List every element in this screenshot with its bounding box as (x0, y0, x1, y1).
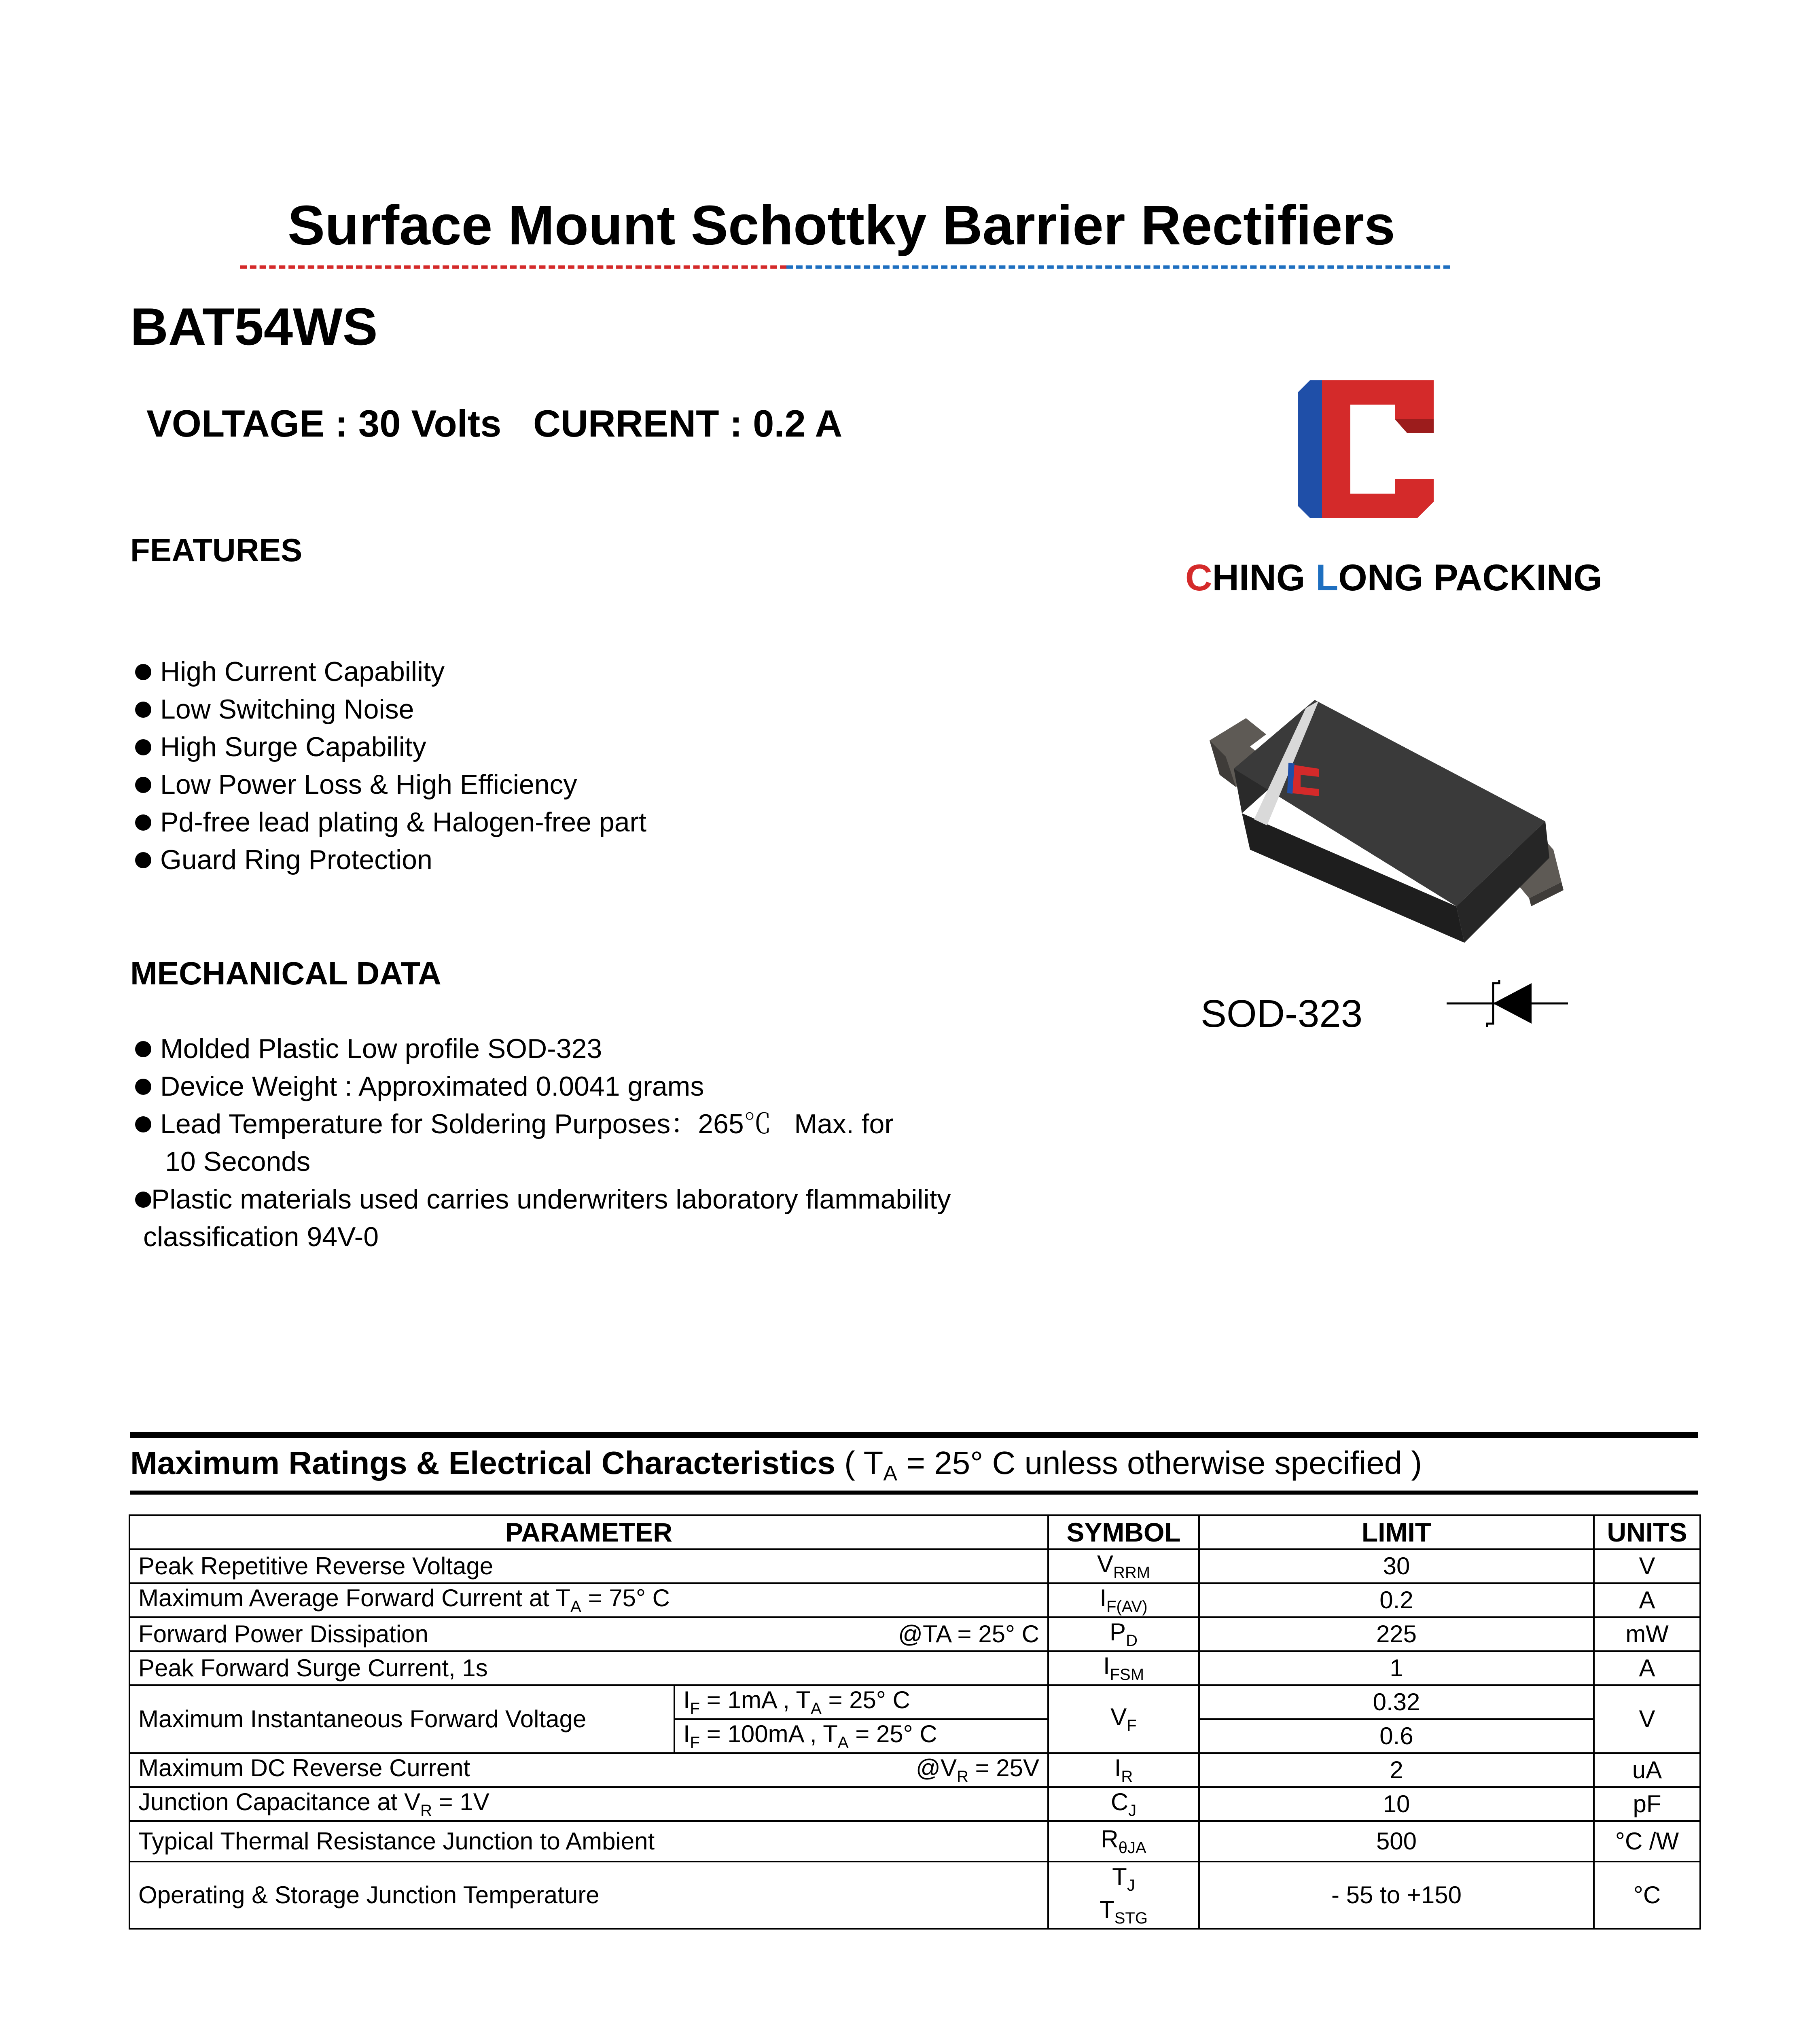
mechanical-heading: MECHANICAL DATA (130, 955, 441, 991)
unit-cell: °C /W (1594, 1821, 1700, 1862)
param-cell: Peak Forward Surge Current, 1s (129, 1651, 1048, 1685)
brand-initial-l: L (1316, 557, 1339, 598)
table-row (129, 1583, 1700, 1617)
col-header-units: UNITS (1594, 1515, 1700, 1549)
part-number: BAT54WS (130, 297, 378, 356)
limit-cell: 10 (1199, 1787, 1594, 1821)
unit-cell: mW (1594, 1617, 1700, 1651)
symbol-cell (1048, 1862, 1199, 1929)
cond-subscript: F (690, 1733, 700, 1752)
unit-cell: uA (1594, 1753, 1700, 1787)
symbol-text: I (1103, 1652, 1110, 1679)
diode-symbol (1447, 979, 1568, 1028)
col-header-symbol: SYMBOL (1048, 1515, 1199, 1549)
list-item (130, 1105, 1061, 1181)
cond-text: = 25° C (848, 1720, 937, 1747)
symbol-subscript: RRM (1113, 1563, 1150, 1582)
cond-subscript: F (690, 1699, 700, 1718)
param-condition: @TA = 25° C (898, 1620, 1039, 1648)
limit-cell: 30 (1199, 1549, 1594, 1583)
symbol-text: T (1100, 1896, 1114, 1923)
limit-cell: 500 (1199, 1821, 1594, 1862)
param-cell (129, 1617, 1048, 1651)
list-item: Pd-free lead plating & Halogen-free part (130, 804, 858, 841)
ratings-heading (130, 1432, 1698, 1495)
current-label: CURRENT : 0.2 A (533, 402, 843, 445)
param-text: Maximum Average Forward Current at T (138, 1584, 571, 1612)
features-heading: FEATURES (130, 532, 303, 568)
param-cell: Operating & Storage Junction Temperature (129, 1862, 1048, 1929)
param-text: Junction Capacitance at V (138, 1788, 421, 1815)
brand-logo (1298, 380, 1434, 518)
symbol-cell (1048, 1583, 1199, 1617)
symbol-text: R (1101, 1825, 1119, 1853)
cond-subscript: A (837, 1733, 849, 1752)
table-row (129, 1862, 1700, 1929)
symbol-line (1057, 1895, 1190, 1928)
symbol-subscript: STG (1114, 1909, 1148, 1927)
table-row (129, 1787, 1700, 1821)
symbol-subscript: D (1126, 1631, 1138, 1650)
symbol-subscript: FSM (1110, 1665, 1144, 1684)
ratings-condition-post: = 25° C unless otherwise specified ) (897, 1445, 1422, 1481)
brand-name-part2: ONG PACKING (1338, 557, 1602, 598)
symbol-cell (1048, 1651, 1199, 1685)
param-cell (129, 1583, 1048, 1617)
list-item-line: classification 94V-0 (143, 1221, 379, 1252)
brand-name (1185, 559, 1602, 596)
unit-cell: °C (1594, 1862, 1700, 1929)
ratings-condition-sub: A (883, 1462, 898, 1485)
symbol-subscript: F (1127, 1716, 1137, 1735)
list-item-line: Plastic materials used carries underwriters laboratory flammability (151, 1184, 951, 1215)
cond-text: I (683, 1686, 690, 1713)
mechanical-list (130, 1030, 1061, 1256)
param-cell (129, 1787, 1048, 1821)
symbol-cell (1048, 1787, 1199, 1821)
symbol-text: V (1097, 1550, 1113, 1578)
list-item-line: Lead Temperature for Soldering Purposes：265℃ Max. for (160, 1109, 894, 1139)
package-image (1197, 647, 1570, 955)
limit-cell: 1 (1199, 1651, 1594, 1685)
title-underline-red (240, 265, 786, 269)
limit-cell: 0.6 (1199, 1719, 1594, 1753)
symbol-text: V (1110, 1703, 1127, 1730)
param-text: = 1V (432, 1788, 489, 1815)
symbol-cell (1048, 1753, 1199, 1787)
cond-text: = 25° C (821, 1686, 910, 1713)
title-underline-blue (786, 265, 1450, 269)
list-item: High Current Capability (130, 653, 858, 691)
cond-text: = 1mA , T (700, 1686, 811, 1713)
symbol-subscript: J (1128, 1801, 1137, 1819)
ratings-condition-pre: ( T (835, 1445, 884, 1481)
list-item: Guard Ring Protection (130, 841, 858, 879)
symbol-text: P (1110, 1618, 1126, 1646)
param-text: Maximum DC Reverse Current (138, 1754, 470, 1781)
symbol-cell (1048, 1549, 1199, 1583)
list-item: Molded Plastic Low profile SOD-323 (130, 1030, 1061, 1068)
symbol-text: T (1112, 1863, 1127, 1890)
table-header-row (129, 1515, 1700, 1549)
param-text: = 75° C (581, 1584, 670, 1612)
table-row (129, 1617, 1700, 1651)
cond-text: @V (916, 1754, 957, 1781)
param-condition (916, 1756, 1039, 1785)
brand-initial-c: C (1185, 557, 1212, 598)
limit-cell: 225 (1199, 1617, 1594, 1651)
param-subscript: R (420, 1801, 432, 1819)
list-item: Low Switching Noise (130, 691, 858, 728)
cond-text: = 100mA , T (700, 1720, 838, 1747)
table-row (129, 1753, 1700, 1787)
symbol-cell (1048, 1685, 1199, 1753)
list-item: Device Weight : Approximated 0.0041 grams (130, 1068, 1061, 1105)
ratings-title: Maximum Ratings & Electrical Characteristics (130, 1445, 835, 1481)
voltage-label: VOLTAGE : 30 Volts (146, 402, 502, 445)
symbol-subscript: θJA (1118, 1839, 1146, 1857)
ratings-table (129, 1514, 1701, 1930)
param-cell (129, 1753, 1048, 1787)
param-cell: Peak Repetitive Reverse Voltage (129, 1549, 1048, 1583)
unit-cell: A (1594, 1583, 1700, 1617)
symbol-cell (1048, 1617, 1199, 1651)
brand-logo-icon (1298, 380, 1434, 518)
ratings-heading-text (130, 1447, 1422, 1484)
brand-name-part1: HING (1212, 557, 1316, 598)
list-item-line: 10 Seconds (165, 1146, 311, 1177)
symbol-line (1057, 1862, 1190, 1895)
param-subscript: A (570, 1597, 581, 1616)
unit-cell: pF (1594, 1787, 1700, 1821)
cond-text: = 25V (968, 1754, 1039, 1781)
unit-cell: V (1594, 1549, 1700, 1583)
list-item: High Surge Capability (130, 728, 858, 766)
condition-cell (674, 1685, 1048, 1719)
symbol-text: C (1110, 1788, 1129, 1815)
limit-cell: 0.32 (1199, 1685, 1594, 1719)
col-header-parameter: PARAMETER (129, 1515, 1048, 1549)
limit-cell: - 55 to +150 (1199, 1862, 1594, 1929)
symbol-text: I (1114, 1754, 1121, 1781)
symbol-subscript: J (1127, 1877, 1135, 1894)
limit-cell: 2 (1199, 1753, 1594, 1787)
list-item: Low Power Loss & High Efficiency (130, 766, 858, 804)
symbol-subscript: F(AV) (1106, 1597, 1148, 1616)
unit-cell: V (1594, 1685, 1700, 1753)
document-title: Surface Mount Schottky Barrier Rectifiers (288, 194, 1395, 257)
ratings-condition (835, 1445, 1422, 1485)
cond-text: I (683, 1720, 690, 1747)
package-name: SOD-323 (1201, 992, 1363, 1035)
unit-cell: A (1594, 1651, 1700, 1685)
condition-cell (674, 1719, 1048, 1753)
features-list (130, 653, 858, 879)
sod323-package-icon (1197, 647, 1570, 955)
table-row (129, 1685, 1700, 1719)
table-row (129, 1549, 1700, 1583)
limit-cell: 0.2 (1199, 1583, 1594, 1617)
cond-subscript: R (956, 1767, 968, 1785)
schottky-diode-icon (1447, 979, 1568, 1028)
param-cell: Maximum Instantaneous Forward Voltage (129, 1685, 674, 1753)
param-text: Forward Power Dissipation (138, 1620, 428, 1648)
cond-subscript: A (811, 1699, 822, 1718)
param-cell: Typical Thermal Resistance Junction to Ambient (129, 1821, 1048, 1862)
symbol-cell (1048, 1821, 1199, 1862)
symbol-subscript: R (1121, 1767, 1133, 1785)
symbol-text: I (1100, 1584, 1107, 1612)
col-header-limit: LIMIT (1199, 1515, 1594, 1549)
list-item (130, 1181, 1061, 1256)
table-row (129, 1651, 1700, 1685)
table-row (129, 1821, 1700, 1862)
